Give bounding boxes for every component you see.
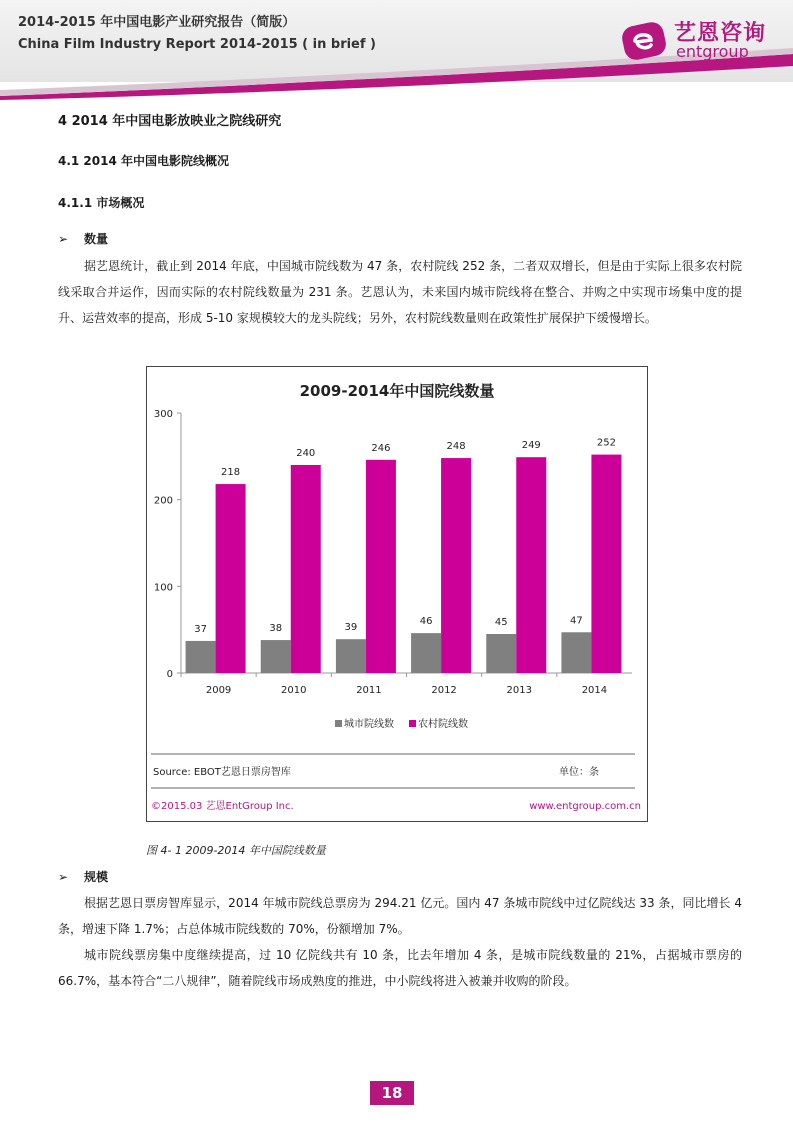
data-label: 249 bbox=[521, 440, 541, 452]
entgroup-logo bbox=[620, 16, 780, 64]
header-title-cn: 2014-2015 年中国电影产业研究报告（简版） bbox=[18, 15, 296, 30]
bullet-quantity bbox=[58, 230, 108, 247]
y-tick-label: 0 bbox=[166, 669, 173, 680]
x-tick-label: 2012 bbox=[431, 685, 457, 696]
paragraph-quantity: 据艺恩统计，截止到 2014 年底，中国城市院线数为 47 条，农村院线 252 条，二者双双增长，但是由于实际上很多农村院线采取合并运作，因而实际的农村院线数量为 231 条。艺恩认为，未来国内城市院线将在整合、并购之中实现市场集中度的提升、运营效率的提高，形成 5-10 家规模较大的龙头院线；另外，农村院线数量则在政策性扩展保护下缓慢增长。 bbox=[58, 259, 742, 325]
x-tick-label: 2013 bbox=[506, 685, 532, 696]
bar-rural bbox=[216, 484, 246, 673]
x-tick-label: 2010 bbox=[281, 685, 307, 696]
bar-chart bbox=[147, 367, 647, 821]
y-tick-label: 200 bbox=[153, 495, 173, 507]
legend-swatch bbox=[409, 720, 416, 727]
figure-caption: 图 4- 1 2009-2014 年中国院线数量 bbox=[146, 844, 326, 857]
data-label: 46 bbox=[419, 616, 433, 628]
chart-source: Source: EBOT艺恩日票房智库 bbox=[153, 767, 291, 778]
legend-swatch bbox=[335, 720, 342, 727]
data-label: 246 bbox=[371, 442, 391, 454]
paragraph-scale-1: 根据艺恩日票房智库显示，2014 年城市院线总票房为 294.21 亿元。国内 47 条城市院线中过亿院线达 33 条，同比增长 4 条，增速下降 1.7%；占总体城市院线数的 70%，份额增加 7%。 bbox=[58, 896, 742, 936]
page-number: 18 bbox=[370, 1081, 414, 1105]
data-label: 38 bbox=[269, 623, 283, 635]
bar-city bbox=[411, 633, 441, 673]
x-tick-label: 2014 bbox=[581, 685, 608, 696]
chart-website: www.entgroup.com.cn bbox=[529, 801, 641, 812]
bullet-label: 规模 bbox=[84, 870, 109, 884]
bullet-arrow-icon: ➢ bbox=[58, 232, 69, 246]
chart-title: 2009-2014年中国院线数量 bbox=[299, 382, 495, 400]
bullet-arrow-icon: ➢ bbox=[58, 870, 69, 884]
bar-city bbox=[186, 641, 216, 673]
logo-text-cn: 艺恩咨询 bbox=[674, 21, 767, 46]
data-label: 248 bbox=[446, 441, 466, 453]
bar-city bbox=[561, 632, 591, 673]
chart-container bbox=[146, 366, 648, 822]
bar-rural bbox=[591, 455, 621, 673]
data-label: 45 bbox=[494, 617, 508, 628]
data-label: 252 bbox=[596, 437, 616, 449]
x-tick-label: 2009 bbox=[205, 685, 232, 696]
subsubsection-heading: 4.1.1 市场概况 bbox=[58, 196, 145, 210]
logo-text-en: entgroup bbox=[676, 42, 749, 61]
bar-city bbox=[336, 639, 366, 673]
y-tick-label: 300 bbox=[153, 409, 173, 420]
bar-city bbox=[261, 640, 291, 673]
paragraph-scale-2: 城市院线票房集中度继续提高，过 10 亿院线共有 10 条，比去年增加 4 条，是城市院线数量的 21%，占据城市票房的 66.7%，基本符合“二八规律”，随着院线市场成熟度的推进，中小院线将进入被兼并收购的阶段。 bbox=[58, 948, 742, 988]
bar-rural bbox=[366, 460, 396, 673]
x-tick-label: 2011 bbox=[356, 685, 382, 696]
data-label: 218 bbox=[221, 467, 241, 479]
subsection-heading: 4.1 2014 年中国电影院线概况 bbox=[58, 154, 230, 168]
chart-unit: 单位：条 bbox=[559, 767, 599, 778]
chart-copyright: ©2015.03 艺恩EntGroup Inc. bbox=[151, 801, 294, 812]
bullet-scale bbox=[58, 868, 108, 885]
bullet-label: 数量 bbox=[84, 232, 109, 246]
bar-city bbox=[486, 634, 516, 673]
data-label: 39 bbox=[344, 622, 358, 634]
y-tick-label: 100 bbox=[153, 582, 173, 594]
page-header bbox=[0, 0, 793, 100]
data-label: 240 bbox=[296, 448, 316, 459]
section-heading: 4 2014 年中国电影放映业之院线研究 bbox=[58, 114, 282, 129]
logo-icon bbox=[620, 20, 670, 64]
data-label: 47 bbox=[570, 615, 583, 627]
bar-rural bbox=[291, 465, 321, 673]
legend-label: 城市院线数 bbox=[344, 719, 394, 730]
data-label: 37 bbox=[194, 623, 207, 635]
bar-rural bbox=[516, 457, 546, 673]
header-title-en: China Film Industry Report 2014-2015 ( in brief ) bbox=[18, 37, 377, 52]
bar-rural bbox=[441, 458, 471, 673]
legend-label: 农村院线数 bbox=[418, 719, 468, 730]
